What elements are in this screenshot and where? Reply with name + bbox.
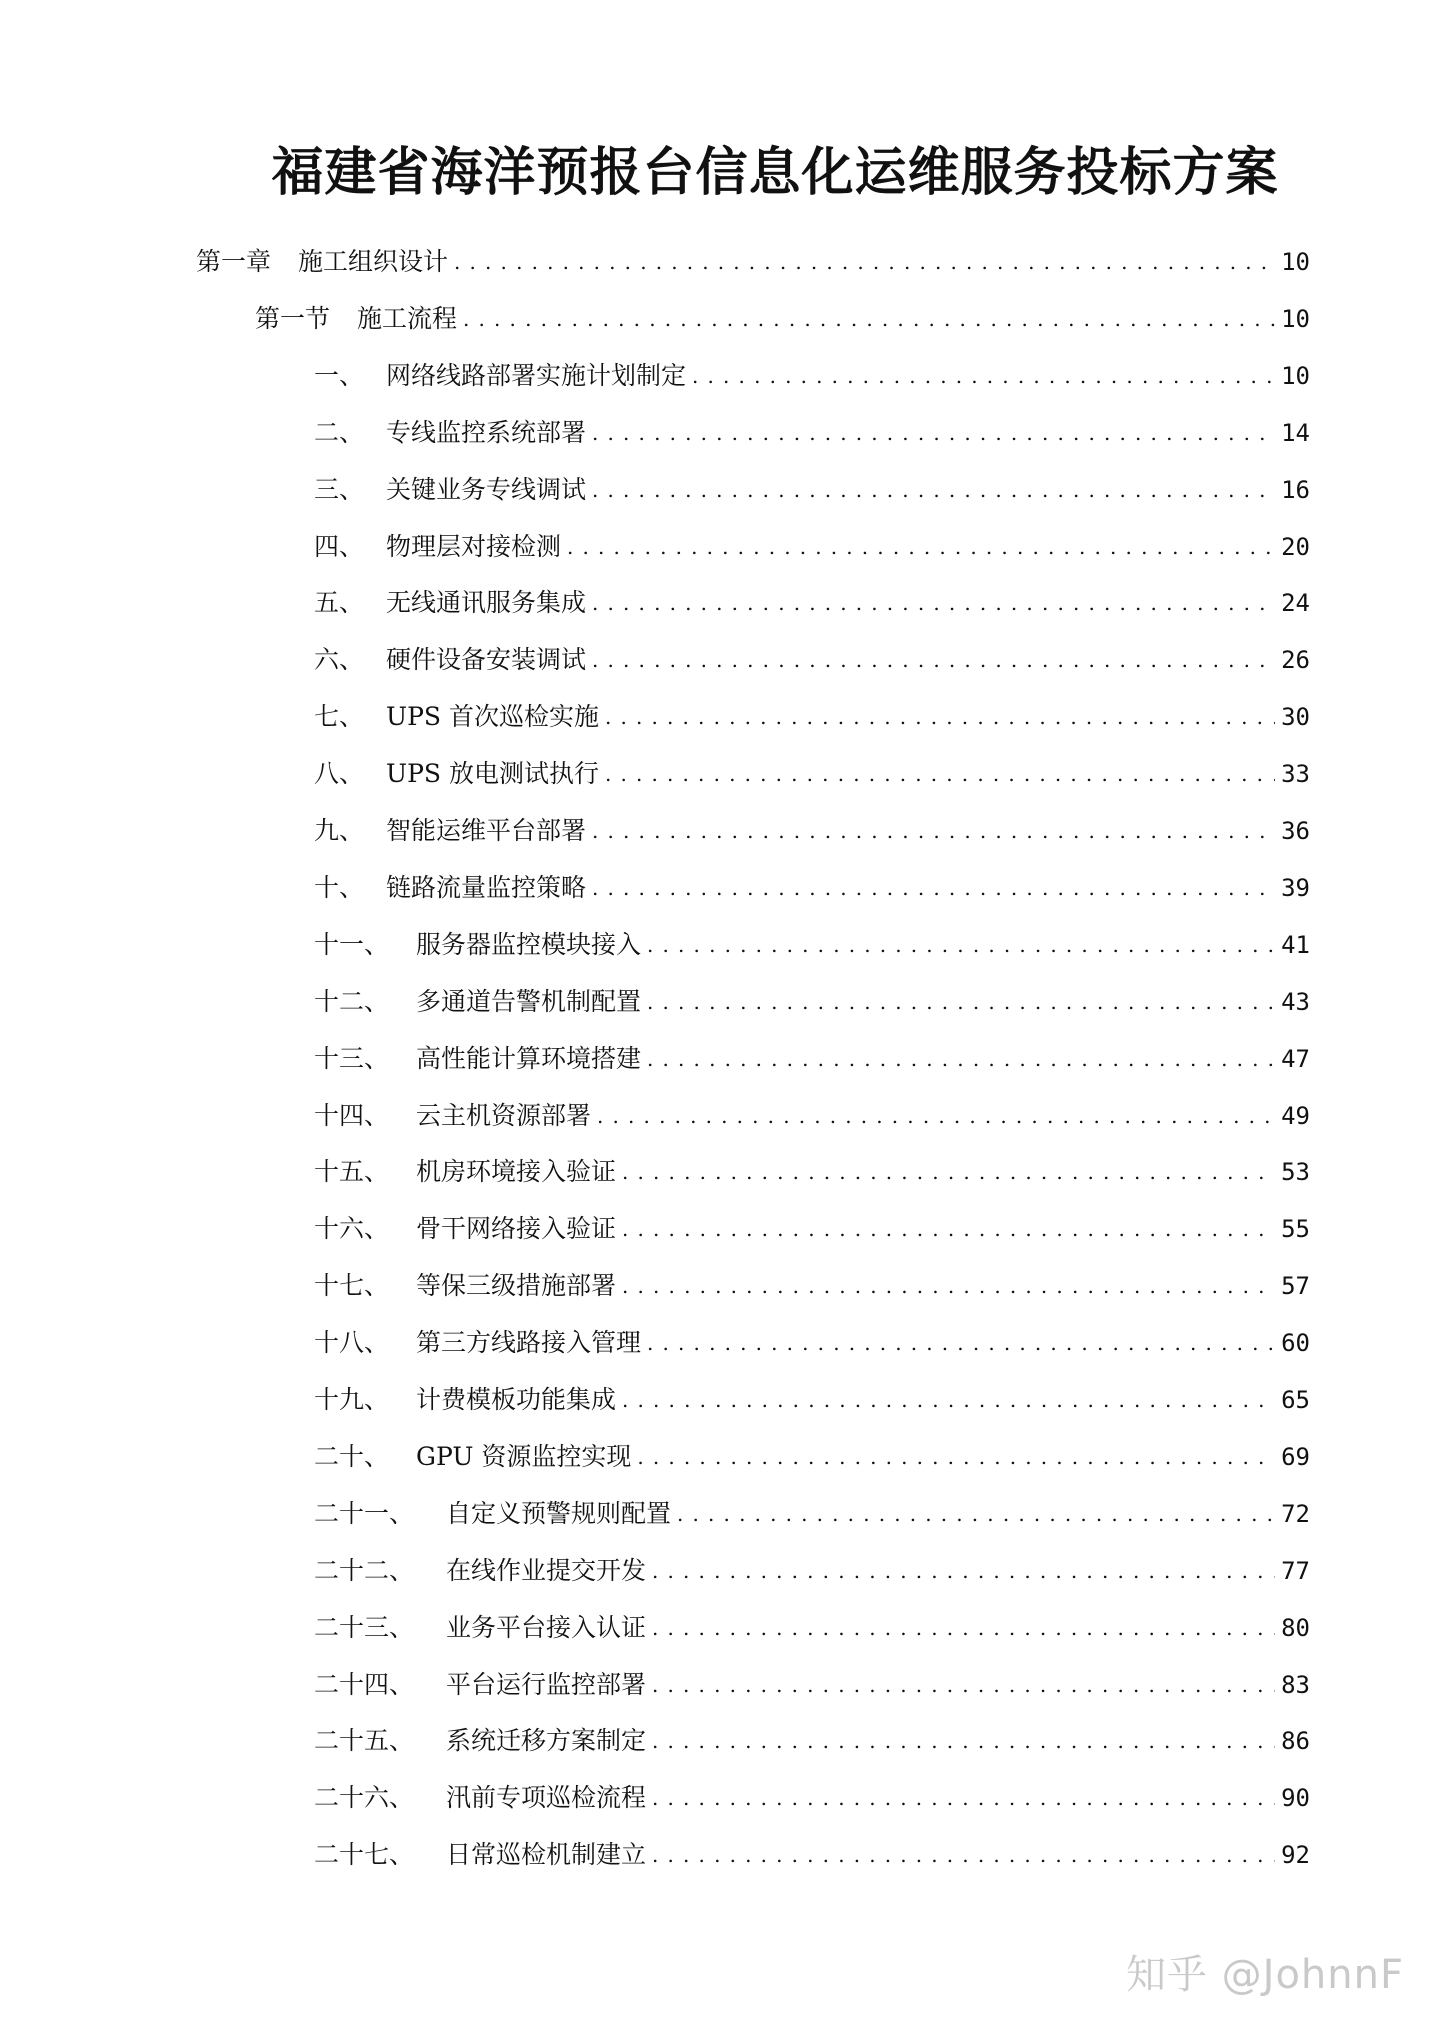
toc-page-number: 39 (1281, 873, 1310, 902)
toc-page-number: 26 (1281, 646, 1310, 675)
toc-entry[interactable] (314, 1319, 1310, 1359)
toc-page-number: 80 (1281, 1613, 1310, 1642)
toc-page-number: 90 (1281, 1784, 1310, 1813)
toc-entry[interactable] (314, 523, 1310, 563)
toc-entry-number: 第一章 (196, 247, 272, 276)
toc-dot-leader (454, 246, 1275, 278)
toc-entry[interactable] (255, 295, 1310, 335)
toc-entry-title: UPS 放电测试执行 (386, 759, 599, 789)
toc-entry[interactable] (314, 750, 1310, 790)
toc-entry-number: 二十六、 (314, 1783, 415, 1813)
toc-entry-title: 汛前专项巡检流程 (446, 1783, 647, 1813)
toc-entry-number: 七、 (314, 702, 365, 732)
toc-entry[interactable] (314, 1205, 1310, 1245)
toc-entry[interactable] (314, 1717, 1310, 1757)
toc-entry[interactable] (314, 1035, 1310, 1075)
toc-page-number: 57 (1281, 1272, 1310, 1301)
toc-dot-leader (652, 1555, 1275, 1587)
toc-entry-title: 专线监控系统部署 (386, 417, 587, 447)
toc-page-number: 10 (1281, 304, 1310, 333)
toc-entry-title: 物理层对接检测 (386, 531, 562, 561)
toc-page-number: 72 (1281, 1499, 1310, 1528)
toc-dot-leader (605, 701, 1275, 733)
toc-entry[interactable] (314, 636, 1310, 676)
toc-entry-number: 五、 (314, 588, 365, 618)
toc-entry[interactable] (196, 238, 1310, 278)
toc-entry-number: 二十一、 (314, 1498, 415, 1528)
toc-page-number: 36 (1281, 817, 1310, 845)
toc-page-number: 77 (1281, 1556, 1310, 1585)
toc-entry[interactable] (314, 1376, 1310, 1416)
toc-entry-title: 高性能计算环境搭建 (416, 1043, 642, 1073)
toc-dot-leader (592, 872, 1275, 904)
toc-dot-leader (622, 1213, 1275, 1245)
toc-entry[interactable] (314, 409, 1310, 449)
toc-dot-leader (592, 587, 1275, 619)
toc-entry-title: 施工组织设计 (298, 247, 449, 276)
toc-entry-number: 二十五、 (314, 1726, 415, 1756)
toc-dot-leader (592, 417, 1275, 449)
toc-entry-number: 一、 (314, 360, 365, 390)
toc-entry-title: 机房环境接入验证 (416, 1157, 617, 1187)
toc-entry-number: 八、 (314, 759, 365, 789)
toc-entry[interactable] (314, 864, 1310, 904)
toc-entry-title: 业务平台接入认证 (446, 1612, 647, 1642)
toc-entry-title: 在线作业提交开发 (446, 1555, 647, 1585)
toc-page-number: 65 (1281, 1386, 1310, 1414)
toc-page-number: 47 (1281, 1044, 1310, 1073)
toc-page-number: 41 (1281, 930, 1310, 959)
toc-entry[interactable] (314, 579, 1310, 619)
toc-entry[interactable] (314, 1262, 1310, 1302)
toc-page-number: 30 (1281, 703, 1310, 732)
toc-dot-leader (652, 1839, 1275, 1871)
toc-dot-leader (692, 360, 1275, 392)
toc-entry-title: 无线通讯服务集成 (386, 588, 587, 618)
toc-page-number: 16 (1281, 475, 1310, 504)
toc-entry-title: 系统迁移方案制定 (446, 1726, 647, 1756)
toc-entry[interactable] (314, 807, 1310, 847)
toc-entry-number: 二十四、 (314, 1669, 415, 1699)
toc-entry-number: 二、 (314, 417, 365, 447)
toc-dot-leader (647, 1043, 1275, 1075)
toc-page-number: 33 (1281, 760, 1310, 789)
toc-page-number: 69 (1281, 1442, 1310, 1471)
toc-dot-leader (622, 1384, 1275, 1416)
toc-entry-number: 十八、 (314, 1328, 390, 1358)
toc-dot-leader (647, 929, 1275, 961)
toc-entry[interactable] (314, 921, 1310, 961)
toc-entry-title: 链路流量监控策略 (386, 872, 587, 902)
toc-dot-leader (567, 531, 1275, 563)
toc-dot-leader (652, 1612, 1275, 1644)
toc-page-number: 43 (1281, 987, 1310, 1016)
toc-entry-number: 二十、 (314, 1441, 390, 1471)
toc-dot-leader (652, 1669, 1275, 1701)
toc-entry-title: 自定义预警规则配置 (446, 1498, 672, 1528)
toc-entry-number: 二十二、 (314, 1555, 415, 1585)
toc-dot-leader (592, 644, 1275, 676)
toc-entry-number: 二十七、 (314, 1840, 415, 1870)
toc-dot-leader (622, 1156, 1275, 1188)
page-title: 福建省海洋预报台信息化运维服务投标方案 (271, 142, 1279, 203)
toc-page-number: 49 (1281, 1101, 1310, 1130)
toc-dot-leader (592, 474, 1275, 506)
toc-entry[interactable] (314, 1490, 1310, 1530)
toc-entry[interactable] (314, 1433, 1310, 1473)
toc-entry-title: 多通道告警机制配置 (416, 986, 642, 1016)
toc-entry-number: 第一节 (255, 303, 331, 333)
toc-entry[interactable] (314, 693, 1310, 733)
toc-entry[interactable] (314, 1092, 1310, 1132)
toc-entry[interactable] (314, 352, 1310, 392)
toc-page-number: 24 (1281, 589, 1310, 618)
toc-entry-number: 四、 (314, 531, 365, 561)
toc-entry-title: GPU 资源监控实现 (416, 1441, 632, 1471)
toc-entry-title: 关键业务专线调试 (386, 474, 587, 504)
toc-page-number: 20 (1281, 532, 1310, 561)
toc-entry-title: 日常巡检机制建立 (446, 1840, 647, 1870)
toc-dot-leader (463, 303, 1275, 335)
toc-entry[interactable] (314, 1604, 1310, 1644)
toc-entry-title: 平台运行监控部署 (446, 1669, 647, 1699)
toc-entry[interactable] (314, 1831, 1310, 1871)
toc-entry-number: 二十三、 (314, 1612, 415, 1642)
toc-entry-number: 十六、 (314, 1214, 390, 1244)
toc-entry[interactable] (314, 466, 1310, 506)
toc-entry-title: 服务器监控模块接入 (416, 929, 642, 959)
toc-page-number: 10 (1281, 248, 1310, 276)
toc-entry-number: 十一、 (314, 929, 390, 959)
toc-entry-title: 网络线路部署实施计划制定 (386, 360, 687, 390)
toc-entry[interactable] (314, 978, 1310, 1018)
toc-dot-leader (592, 815, 1275, 847)
toc-entry-title: 第三方线路接入管理 (416, 1328, 642, 1358)
toc-dot-leader (647, 986, 1275, 1018)
toc-entry-number: 十三、 (314, 1043, 390, 1073)
toc-dot-leader (652, 1725, 1275, 1757)
watermark: 知乎 @JohnnF (1125, 1952, 1404, 1998)
toc-dot-leader (652, 1782, 1275, 1814)
toc-page-number: 53 (1281, 1158, 1310, 1187)
toc-entry[interactable] (314, 1148, 1310, 1188)
toc-entry[interactable] (314, 1547, 1310, 1587)
toc-entry-number: 十二、 (314, 986, 390, 1016)
toc-entry-number: 六、 (314, 645, 365, 675)
toc-entry-title: 云主机资源部署 (416, 1100, 592, 1130)
toc-entry-number: 十九、 (314, 1385, 390, 1414)
toc-entry-number: 九、 (314, 816, 365, 845)
toc-dot-leader (597, 1100, 1275, 1132)
toc-entry-title: 硬件设备安装调试 (386, 645, 587, 675)
toc-entry[interactable] (314, 1774, 1310, 1814)
toc-entry-number: 十四、 (314, 1100, 390, 1130)
toc-page-number: 60 (1281, 1329, 1310, 1358)
toc-page-number: 92 (1281, 1841, 1310, 1870)
toc-entry-number: 十五、 (314, 1157, 390, 1187)
toc-dot-leader (605, 758, 1275, 790)
toc-entry-number: 三、 (314, 474, 365, 504)
toc-page-number: 10 (1281, 361, 1310, 390)
toc-entry-number: 十七、 (314, 1271, 390, 1301)
toc-entry-title: 等保三级措施部署 (416, 1271, 617, 1301)
toc-entry-title: 施工流程 (357, 303, 458, 333)
toc-entry-title: UPS 首次巡检实施 (386, 702, 599, 732)
toc-page-number: 83 (1281, 1670, 1310, 1699)
toc-entry[interactable] (314, 1661, 1310, 1701)
toc-dot-leader (677, 1498, 1275, 1530)
toc-entry-title: 计费模板功能集成 (416, 1385, 617, 1414)
toc-dot-leader (647, 1327, 1275, 1359)
toc-entry-title: 骨干网络接入验证 (416, 1214, 617, 1244)
toc-entry-number: 十、 (314, 872, 365, 902)
toc-page-number: 14 (1281, 418, 1310, 447)
toc-dot-leader (622, 1270, 1275, 1302)
toc-page-number: 55 (1281, 1215, 1310, 1244)
toc-page-number: 86 (1281, 1727, 1310, 1756)
toc-entry-title: 智能运维平台部署 (386, 816, 587, 845)
toc-dot-leader (637, 1441, 1275, 1473)
